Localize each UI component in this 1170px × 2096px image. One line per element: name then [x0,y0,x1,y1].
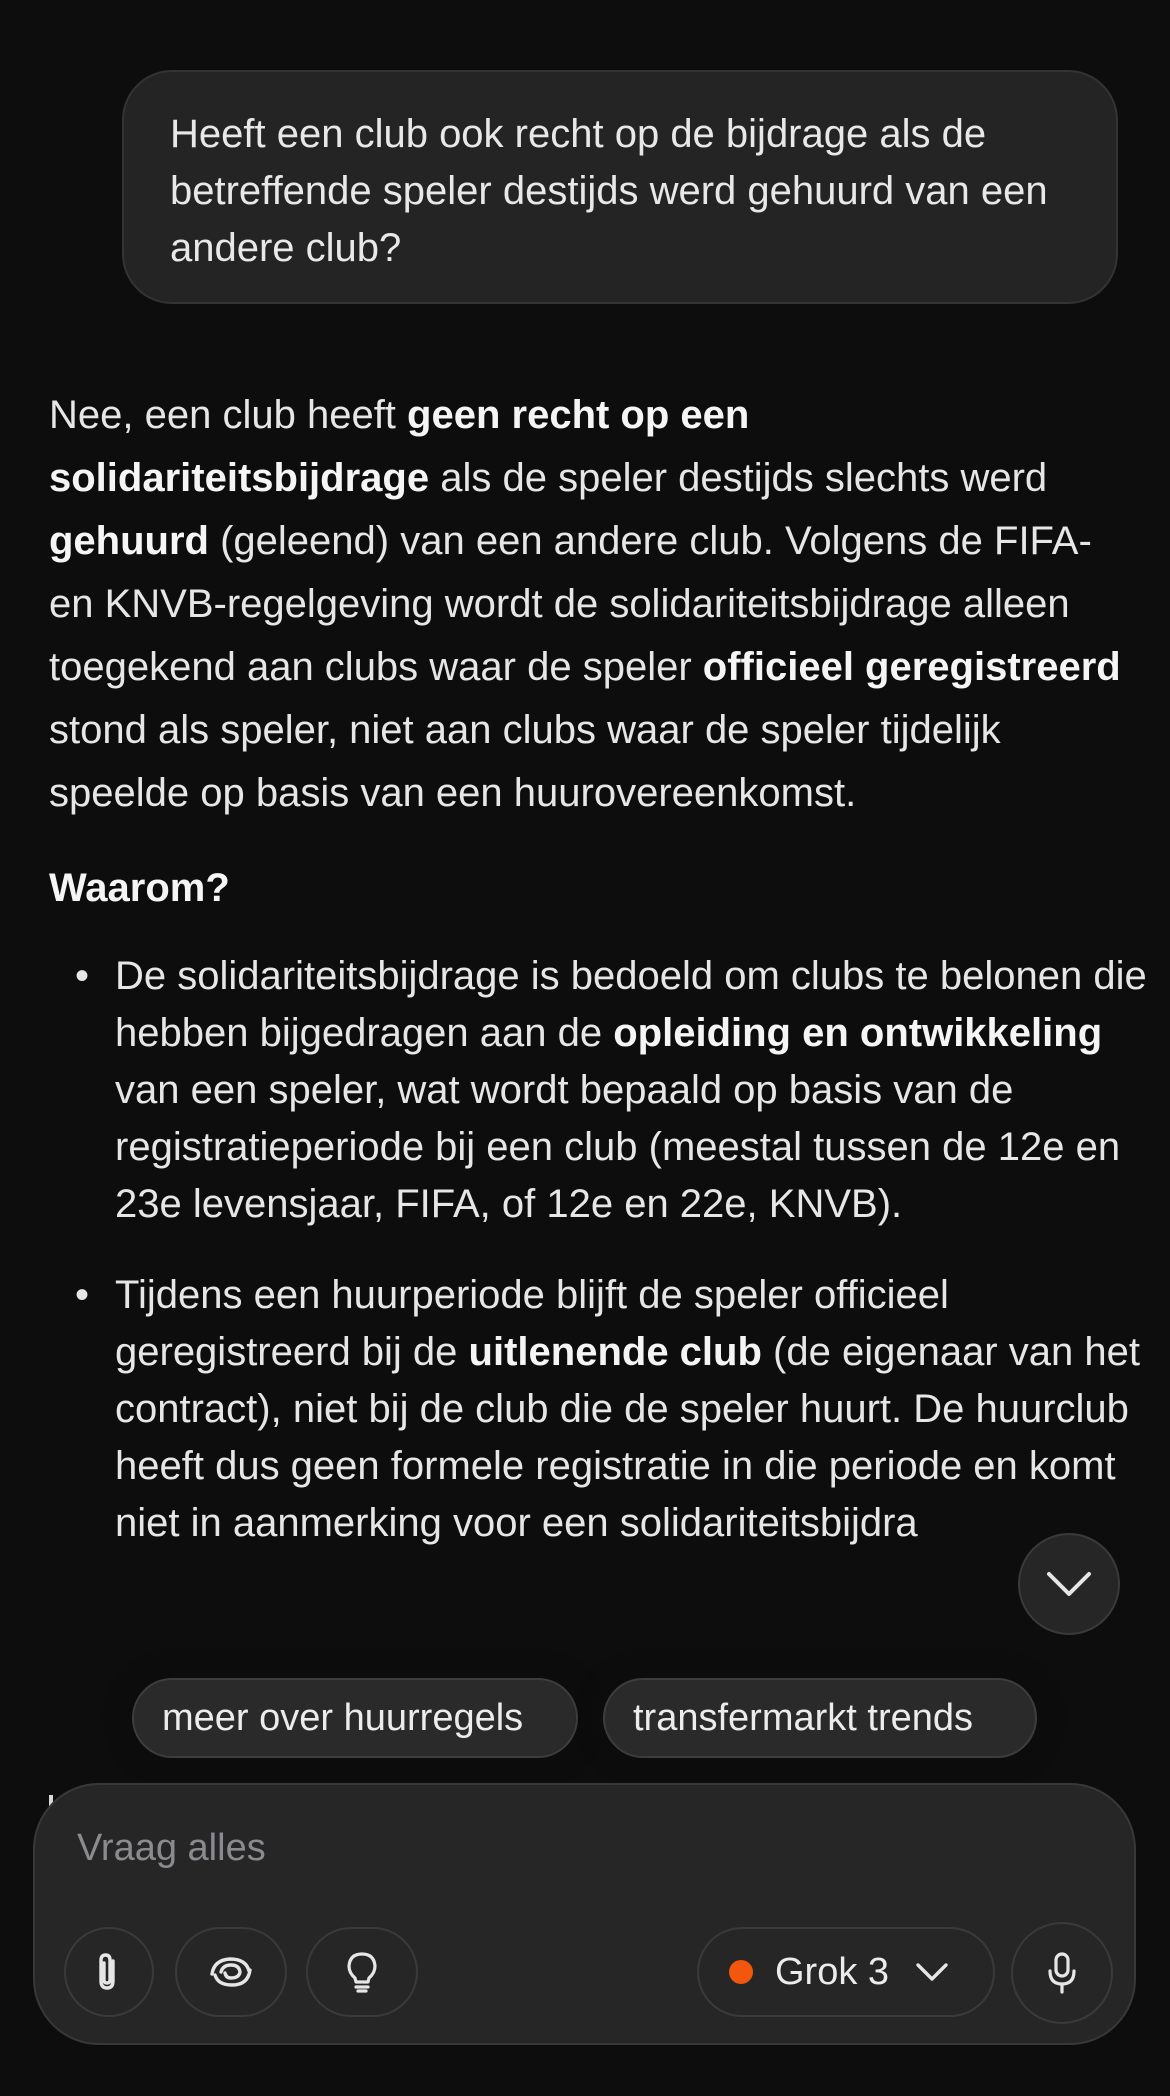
text-run: (de eigenaar van het contract), niet bij de club die de speler huurt. De huurclub heeft dus geen formele registratie in die periode en komt niet in aanmerking voor een solidariteitsbijdra [115,1330,1140,1545]
response-paragraph [49,384,1129,825]
bold-run: gehuurd [49,519,209,563]
chevron-down-icon [915,1962,949,1982]
suggestion-chip[interactable] [603,1678,1037,1758]
text-run: De solidariteitsbijdrage is bedoeld om clubs te belonen die hebben bijgedragen aan de [115,954,1147,1055]
response-heading: Waarom? [49,866,230,910]
chevron-down-icon [1046,1571,1092,1597]
assistant-response [49,384,1147,1586]
lightbulb-icon [344,1950,380,1994]
paperclip-icon [91,1951,127,1993]
text-run: als de speler destijds slechts werd [429,456,1048,500]
text-run: Nee, een club heeft [49,393,408,437]
bold-run: opleiding en ontwikkeling [613,1011,1103,1055]
bold-run: officieel geregistreerd [702,645,1121,689]
bullet-dot: • [75,1273,90,1317]
text-run: (geleend) van een andere club. Volgens de FIFA- en KNVB-regelgeving wordt de solidariteitsbijdrage alleen toegekend aan clubs waar de speler [49,519,1092,689]
suggestion-chip[interactable] [132,1678,578,1758]
bold-run: geen recht op een solidariteitsbijdrage [49,393,750,500]
deepsearch-swirl-icon [206,1952,256,1992]
list-item [49,948,1170,1233]
text-run: van een speler, wat wordt bepaald op basis van de registratieperiode bij een club (meestal tussen de 12e en 23e levensjaar, FIFA, of 12e en 22e, KNVB). [115,1068,1121,1226]
model-status-dot [729,1960,753,1984]
model-label: Grok 3 [775,1950,890,1993]
bullet-dot: • [75,954,90,998]
user-message-bubble [122,70,1118,304]
scroll-to-bottom-button[interactable] [1018,1533,1120,1635]
voice-input-button[interactable] [1011,1922,1113,2024]
text-run: Tijdens een huurperiode blijft de speler officieel geregistreerd bij de [115,1273,949,1374]
model-selector[interactable] [697,1927,995,2017]
attach-button[interactable] [64,1927,154,2017]
bold-run: uitlenende club [468,1330,762,1374]
microphone-icon [1045,1950,1079,1996]
message-composer [33,1783,1136,2045]
think-button[interactable] [306,1927,418,2017]
deepsearch-button[interactable] [175,1927,287,2017]
user-message-text: Heeft een club ook recht op de bijdrage als de betreffende speler destijds werd gehuurd van een andere club? [170,112,1048,270]
text-run: stond als speler, niet aan clubs waar de speler tijdelijk speelde op basis van een huurovereenkomst. [49,708,1001,815]
response-bullet-list [49,948,1147,1552]
list-item [49,1267,1170,1552]
composer-input[interactable]: Vraag alles [77,1827,266,1869]
suggestion-label: transfermarkt trends [633,1696,973,1739]
suggestion-label: meer over huurregels [162,1696,524,1739]
